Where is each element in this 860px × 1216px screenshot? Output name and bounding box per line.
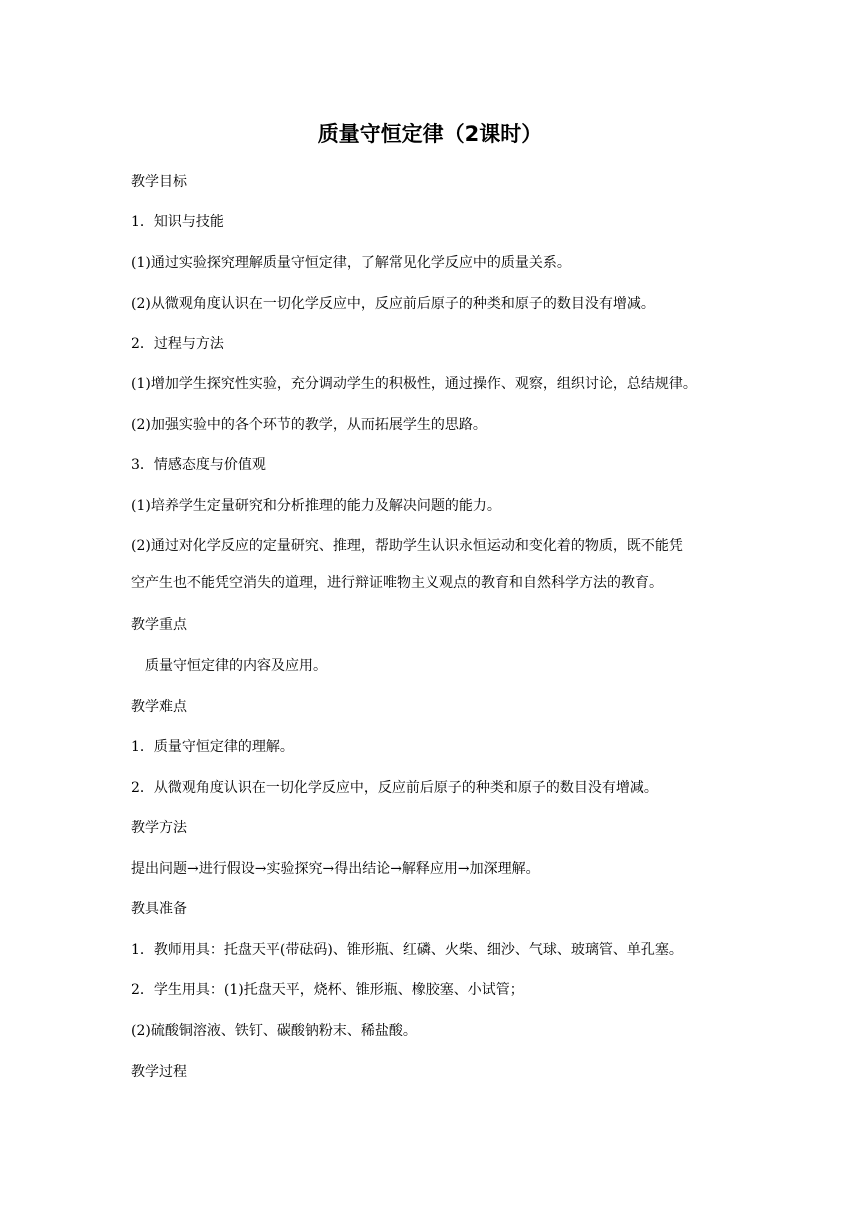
paragraph-materials-student-1: 2．学生用具：(1)托盘天平，烧杯、锥形瓶、橡胶塞、小试管； [131,982,524,998]
paragraph-materials-student-2: (2)硫酸铜溶液、铁钉、碳酸钠粉末、稀盐酸。 [131,1023,417,1039]
paragraph-knowledge-2: (2)从微观角度认识在一切化学反应中，反应前后原子的种类和原子的数目没有增减。 [131,296,655,312]
paragraph-emotion-2-continued: 空产生也不能凭空消失的道理，进行辩证唯物主义观点的教育和自然科学方法的教育。 [131,575,663,591]
section-heading-objectives: 教学目标 [131,174,187,190]
paragraph-difficulty-2: 2．从微观角度认识在一切化学反应中，反应前后原子的种类和原子的数目没有增减。 [131,780,658,796]
paragraph-materials-teacher: 1．教师用具：托盘天平(带砝码)、锥形瓶、红磷、火柴、细沙、气球、玻璃管、单孔塞。 [131,942,683,958]
section-heading-methods: 教学方法 [131,820,187,836]
section-heading-difficulties: 教学难点 [131,699,187,715]
section-heading-key-points: 教学重点 [131,617,187,633]
paragraph-emotion-1: (1)培养学生定量研究和分析推理的能力及解决问题的能力。 [131,498,501,514]
paragraph-methods: 提出问题→进行假设→实验探究→得出结论→解释应用→加深理解。 [131,861,540,877]
paragraph-key-points: 质量守恒定律的内容及应用。 [145,658,327,674]
paragraph-process-2: (2)加强实验中的各个环节的教学，从而拓展学生的思路。 [131,417,487,433]
paragraph-knowledge-1: (1)通过实验探究理解质量守恒定律，了解常见化学反应中的质量关系。 [131,255,571,271]
subheading-knowledge: 1．知识与技能 [131,214,224,230]
paragraph-process-1: (1)增加学生探究性实验，充分调动学生的积极性，通过操作、观察，组织讨论，总结规律。 [131,376,697,392]
paragraph-emotion-2: (2)通过对化学反应的定量研究、推理，帮助学生认识永恒运动和变化着的物质，既不能凭 [131,538,683,554]
subheading-emotion-values: 3．情感态度与价值观 [131,457,266,473]
paragraph-difficulty-1: 1．质量守恒定律的理解。 [131,739,294,755]
section-heading-process: 教学过程 [131,1064,187,1080]
subheading-process-method: 2．过程与方法 [131,336,224,352]
section-heading-materials: 教具准备 [131,901,187,917]
document-title: 质量守恒定律（2课时） [317,122,543,146]
